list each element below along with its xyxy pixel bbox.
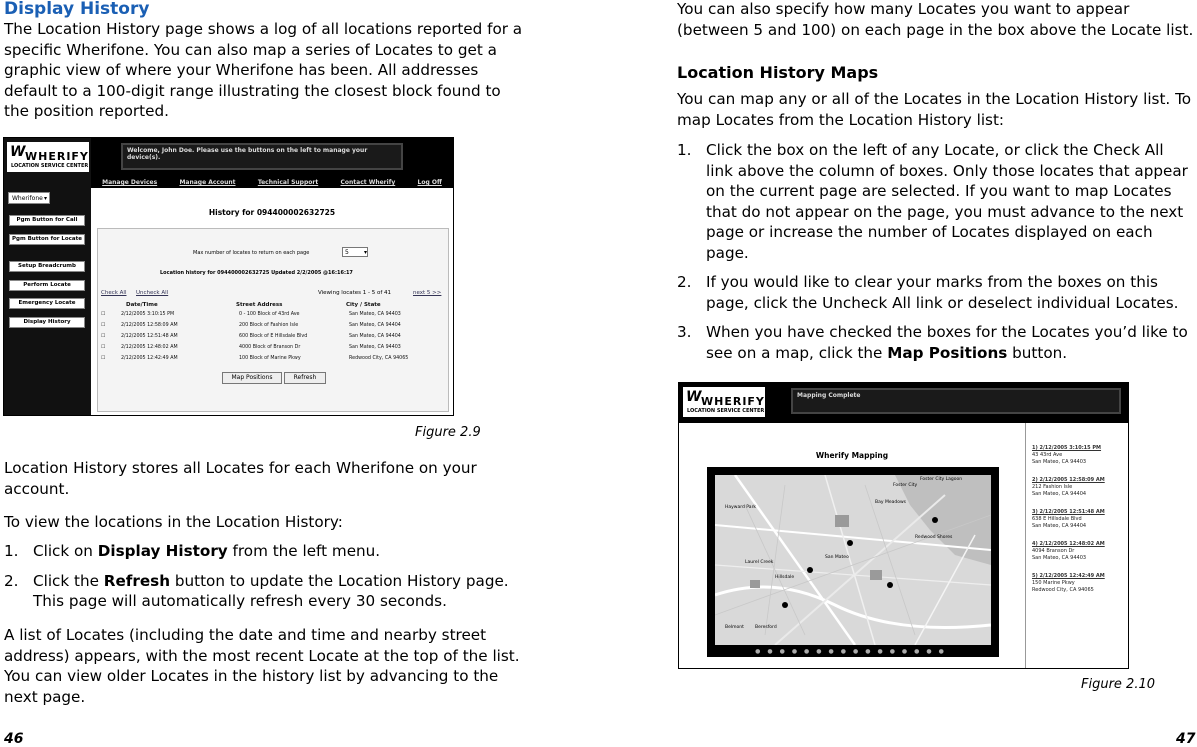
map-film-border-dots: ●●●●●●●●●●●●●●●● [755,648,951,655]
top-nav [91,178,453,187]
mapping-header [679,383,1128,423]
locate-city: San Mateo, CA 94403 [1032,555,1087,561]
row-city: San Mateo, CA 94403 [349,312,401,317]
locate-time: 5) 2/12/2005 12:42:49 AM [1032,573,1105,579]
map-label: Beresford [755,625,777,630]
locate-time: 3) 2/12/2005 12:51:48 AM [1032,509,1105,515]
sidebar-button-pgm-locate[interactable]: Pgm Button for Locate [9,234,85,245]
map-label: Bay Meadows [875,500,906,505]
step-text: When you have checked the boxes for the Locates you’d like to see on a map, click the [706,323,1188,362]
screenshot-sidebar [4,138,91,415]
right-steps-list [677,140,1193,372]
locate-city: San Mateo, CA 94404 [1032,491,1087,497]
sidebar-button-emergency-locate[interactable]: Emergency Locate [9,298,85,309]
list-item [4,541,528,562]
step-bold: Map Positions [887,343,1008,362]
device-select[interactable] [8,192,50,204]
nav-log-off[interactable]: Log Off [417,179,442,186]
col-street: Street Address [236,302,283,308]
check-all-link[interactable]: Check All [101,290,127,296]
table-row [98,323,448,328]
sidebar-button-setup-breadcrumb[interactable]: Setup Breadcrumb [9,261,85,272]
col-datetime: Date/Time [126,302,158,308]
wherify-logo [683,387,765,417]
step-number: 1. [677,141,692,159]
left-para-1: Location History stores all Locates for each Wherifone on your account. [4,459,477,498]
step-text-tail: button to update the Location History page. This page will automatically refresh every 30 seconds. [33,571,509,610]
sidebar-button-display-history[interactable]: Display History [9,317,85,328]
logo-text: WHERIFY [701,395,765,408]
display-history-intro: The Location History page shows a log of all locations reported for a specific Wherifone. You can also map a series of Locates to get a graphic view of where your Wherifone has been. All addresses default to a 100-digit range illustrating the closest block found to the position reported. [4,20,523,120]
list-item[interactable] [1032,445,1101,466]
logo-subtext: LOCATION SERVICE CENTER [687,408,765,414]
wherify-w-mark-icon: W [10,144,26,160]
chevron-down-icon: ▾ [363,249,367,256]
map-label: Redwood Shores [915,535,953,540]
step-text-tail: from the left menu. [227,542,381,560]
row-datetime: 2/12/2005 3:10:15 PM [121,312,175,317]
max-locates-select[interactable] [342,247,368,257]
step-text: Click the [33,571,104,590]
row-street: 0 - 100 Block of 43rd Ave [239,312,300,317]
row-street: 100 Block of Marine Pkwy [239,356,301,361]
step-number: 1. [4,542,19,560]
left-para-2: To view the locations in the Location History: [4,513,343,531]
row-datetime: 2/12/2005 12:58:09 AM [121,323,178,328]
table-row [98,334,448,339]
figure-2-9-caption: Figure 2.9 [415,425,481,440]
list-item[interactable] [1032,573,1105,594]
max-locates-label: Max number of locates to return on each page [193,250,310,256]
locate-time: 4) 2/12/2005 12:48:02 AM [1032,541,1105,547]
history-content [91,188,453,415]
nav-contact-wherify[interactable]: Contact Wherify [340,179,396,186]
row-datetime: 2/12/2005 12:48:02 AM [121,345,178,350]
viewing-range: Viewing locates 1 - 5 of 41 [318,290,392,296]
row-datetime: 2/12/2005 12:51:48 AM [121,334,178,339]
mapped-locates-list [1025,423,1129,668]
row-checkbox[interactable]: ☐ [101,312,106,317]
row-checkbox[interactable]: ☐ [101,323,106,328]
map-label: Foster City Lagoon [920,477,963,482]
nav-manage-account[interactable]: Manage Account [179,179,236,186]
table-row [98,345,448,350]
map-label: San Mateo [825,555,849,560]
section-heading-location-history-maps: Location History Maps [677,63,879,82]
map-area [679,423,1025,668]
locate-city: San Mateo, CA 94403 [1032,459,1087,465]
left-para-3: A list of Locates (including the date and time and nearby street address) appears, with the most recent Locate at the top of the list. You can view older Locates in the history list by advancing to the next page. [4,626,520,706]
section-heading-display-history: Display History [4,0,150,19]
row-checkbox[interactable]: ☐ [101,345,106,350]
table-row [98,312,448,317]
mapping-complete-banner: Mapping Complete [791,388,1121,414]
step-number: 3. [677,323,692,341]
step-text: Click the box on the left of any Locate, or click the Check All link above the column of boxes. Only those locates that appear on the current page are selected. If you want to map Locates that do not appear on the page, you must advance to the next page or increase the number of Locates displayed on each page. [706,141,1188,262]
updated-line: Location history for 094400002632725 Updated 2/2/2005 @16:16:17 [160,270,353,276]
row-city: San Mateo, CA 94404 [349,334,401,339]
locate-city: San Mateo, CA 94404 [1032,523,1087,529]
history-panel [97,228,449,412]
col-city: City / State [346,302,381,308]
row-city: San Mateo, CA 94404 [349,323,401,328]
step-bold: Display History [97,542,228,560]
next-page-link[interactable]: next 5 >> [413,290,442,296]
row-city: Redwood City, CA 94065 [349,356,409,361]
welcome-banner: Welcome, John Doe. Please use the buttons on the left to manage your device(s). [121,143,403,170]
max-locates-value: 5 [345,249,349,256]
figure-2-10-caption: Figure 2.10 [1081,677,1156,692]
step-number: 2. [4,571,19,590]
step-text: Click on [33,542,98,560]
row-street: 600 Block of E Hillsdale Blvd [239,334,308,339]
right-para-1: You can also specify how many Locates you want to appear (between 5 and 100) on each page in the box above the Locate list. [677,0,1194,39]
locate-addr: 150 Marine Pkwy [1032,580,1075,586]
locate-time: 1) 2/12/2005 3:10:15 PM [1032,445,1102,451]
map-label: Hillsdale [775,575,795,580]
page-number-left: 46 [4,731,24,747]
map-frame [707,467,999,657]
list-item [4,571,528,612]
map-positions-button[interactable]: Map Positions [222,372,282,384]
map-label: Foster City [893,483,918,488]
logo-subtext: LOCATION SERVICE CENTER [11,163,89,169]
page-number-right: 47 [1176,731,1196,747]
map-label: Laurel Creek [745,560,774,565]
sidebar-button-pgm-call[interactable]: Pgm Button for Call [9,215,85,226]
figure-location-history-screenshot [3,137,454,416]
map-label: Belmont [725,625,744,630]
sidebar-button-perform-locate[interactable]: Perform Locate [9,280,85,291]
locate-city: Redwood City, CA 94065 [1032,587,1094,593]
history-title: History for 094400002632725 [208,208,336,217]
logo-text: WHERIFY [25,150,89,163]
row-street: 4000 Block of Branson Dr [239,345,301,350]
row-checkbox[interactable]: ☐ [101,334,106,339]
nav-manage-devices[interactable]: Manage Devices [102,179,158,186]
history-table-header [98,302,448,308]
street-map[interactable] [715,475,991,645]
list-item[interactable] [1032,541,1105,562]
locate-time: 2) 2/12/2005 12:58:09 AM [1032,477,1105,483]
list-item [677,322,1193,363]
figure-mapping-screenshot [678,382,1129,669]
locate-addr: 212 Fashion Isle [1032,484,1073,490]
row-checkbox[interactable]: ☐ [101,356,106,361]
list-item [677,140,1193,263]
list-item [677,272,1193,313]
wherify-w-mark-icon: W [686,389,702,405]
row-street: 200 Block of Fashion Isle [239,323,299,328]
table-row [98,356,448,361]
chevron-down-icon: ▾ [43,195,47,202]
list-item[interactable] [1032,509,1105,530]
map-title: Wherify Mapping [815,451,889,460]
wherify-logo [7,142,89,172]
locate-addr: 638 E Hillsdale Blvd [1032,516,1082,522]
nav-technical-support[interactable]: Technical Support [257,179,319,186]
list-item[interactable] [1032,477,1105,498]
row-city: San Mateo, CA 94403 [349,345,401,350]
step-number: 2. [677,273,692,291]
step-bold: Refresh [103,571,171,590]
row-datetime: 2/12/2005 12:42:49 AM [121,356,178,361]
locate-addr: 43 43rd Ave [1032,452,1063,458]
step-text: If you would like to clear your marks from the boxes on this page, click the Uncheck All link or deselect individual Locates. [706,273,1179,312]
step-text-tail: button. [1007,343,1068,362]
map-label: Hayward Park [725,505,757,510]
left-steps-list [4,541,528,621]
device-select-value: Wherifone [12,195,43,202]
refresh-button[interactable]: Refresh [284,372,326,384]
uncheck-all-link[interactable]: Uncheck All [136,290,169,296]
right-intro: You can map any or all of the Locates in the Location History list. To map Locates from the Location History list: [677,90,1192,129]
locate-addr: 4094 Branson Dr [1032,548,1075,554]
